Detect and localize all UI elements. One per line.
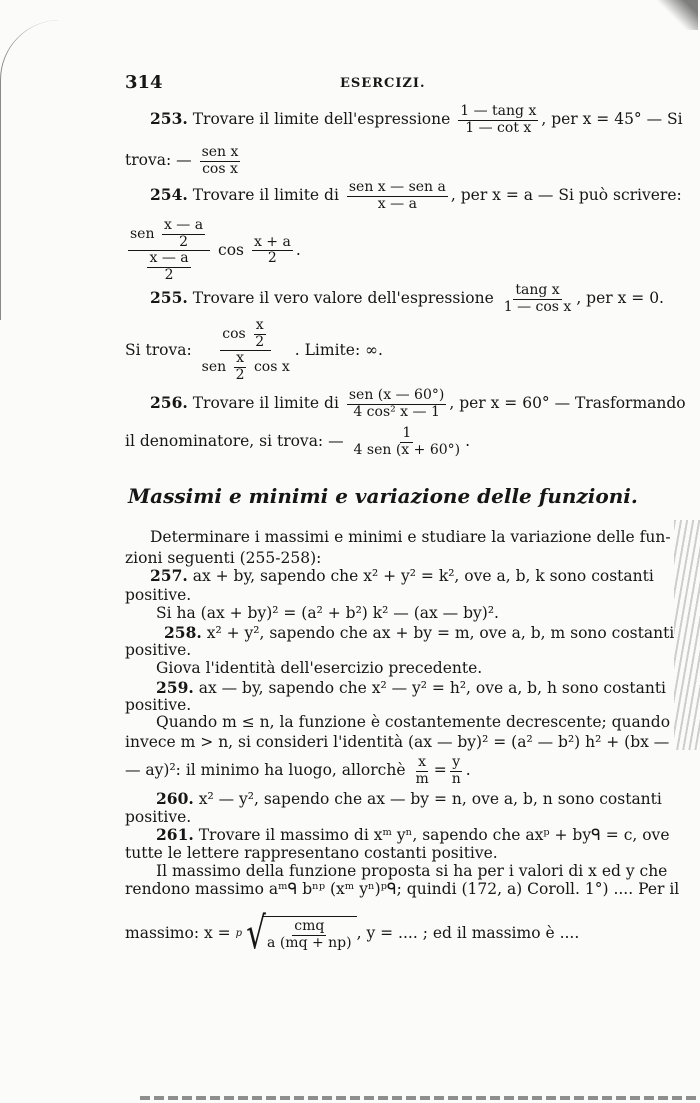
page-curl-left bbox=[0, 20, 81, 320]
exercise-261 bbox=[156, 825, 670, 844]
fraction bbox=[347, 180, 448, 212]
exercise-256 bbox=[150, 387, 686, 420]
exercise-number: 255. bbox=[150, 288, 188, 308]
numerator: x + a bbox=[253, 233, 291, 250]
limit-text: . Limite: ∞. bbox=[294, 340, 383, 359]
sen-label: sen bbox=[201, 359, 227, 376]
numerator: 1 bbox=[402, 425, 412, 441]
denominator: 2 bbox=[179, 233, 188, 250]
hint-text: — ay)²: il minimo ha luogo, allorchè bbox=[125, 761, 406, 780]
exercise-261-hint-2: rendono massimo aᵐᑫ bⁿᵖ (xᵐ yⁿ)ᵖᑫ; quindi (172, a) Coroll. 1°) .... Per il bbox=[125, 880, 680, 898]
exercise-number: 258. bbox=[164, 623, 202, 642]
denominator: cos x bbox=[202, 160, 238, 177]
exercise-257-cont: positive. bbox=[125, 586, 192, 604]
fraction bbox=[253, 318, 266, 350]
fraction bbox=[265, 919, 354, 951]
exercise-number: 261. bbox=[156, 825, 194, 844]
exercise-259-hint-2: invece m > n, si consideri l'identità (ax — by)² = (a² — b²) h² + (bx — bbox=[125, 733, 670, 751]
root-index: p bbox=[235, 928, 242, 939]
exercise-number: 253. bbox=[150, 109, 188, 129]
exercise-number: 254. bbox=[150, 185, 188, 205]
root-expression bbox=[235, 908, 357, 959]
denominator: 4 cos² x — 1 bbox=[353, 403, 440, 420]
denominator: 1 — cos x bbox=[503, 298, 572, 315]
numerator: x bbox=[418, 754, 427, 770]
exercise-259-cont: positive. bbox=[125, 696, 192, 714]
result-label: Si trova: bbox=[125, 340, 192, 359]
exercise-259-hint-1: Quando m ≤ n, la funzione è costantemente decrescente; quando bbox=[156, 713, 671, 731]
exercise-259 bbox=[156, 680, 666, 697]
exercise-tail: , per x = a — Si può scrivere: bbox=[450, 186, 682, 205]
exercise-260-cont: positive. bbox=[125, 808, 192, 826]
fraction bbox=[413, 755, 430, 787]
exercise-255-result bbox=[125, 318, 635, 384]
numerator: x — a bbox=[149, 250, 189, 267]
exercise-number: 259. bbox=[156, 678, 194, 697]
exercise-255 bbox=[150, 282, 664, 315]
numerator bbox=[220, 318, 271, 351]
exercise-text: ax + by, sapendo che x² + y² = k², ove a, b, k sono costanti bbox=[192, 567, 654, 585]
formula-tail: , y = .... ; ed il massimo è .... bbox=[356, 924, 580, 942]
intro-line-2: zioni seguenti (255-258): bbox=[125, 549, 322, 567]
result-label: il denominatore, si trova: — bbox=[125, 432, 344, 451]
exercise-257 bbox=[150, 568, 660, 585]
exercise-256-result: il denominatore, si trova: — $\frac{1}{\text{4 sen (x + 60°)}}$ . bbox=[125, 425, 471, 458]
exercise-261-hint-1: Il massimo della funzione proposta si ha per i valori di x ed y che bbox=[156, 862, 668, 880]
exercise-text: Trovare il vero valore dell'espressione bbox=[192, 289, 494, 308]
intro-line-1: Determinare i massimi e minimi e studiare la variazione delle fun- bbox=[150, 528, 671, 546]
numerator: y bbox=[452, 754, 461, 770]
exercise-257-hint: Si ha (ax + by)² = (a² + b²) k² — (ax — by)². bbox=[156, 604, 499, 622]
scan-edge-bottom bbox=[140, 1096, 700, 1100]
fraction bbox=[200, 145, 241, 177]
denominator: 4 sen (x + 60°) bbox=[353, 441, 461, 458]
denominator: n bbox=[451, 770, 461, 787]
denominator: 2 bbox=[164, 267, 174, 284]
scan-shadow-top bbox=[658, 0, 698, 30]
fraction bbox=[502, 283, 574, 315]
cos-label: cos x bbox=[253, 359, 290, 376]
cos-label: cos bbox=[222, 326, 246, 343]
exercise-261-formula bbox=[125, 908, 635, 959]
sen-label: sen bbox=[130, 226, 155, 243]
exercise-253-result bbox=[125, 145, 635, 177]
fraction bbox=[347, 388, 446, 420]
numerator: sen (x — 60°) bbox=[348, 387, 445, 403]
denominator: m bbox=[415, 770, 429, 787]
numerator: cmq bbox=[294, 918, 325, 935]
fraction bbox=[147, 251, 190, 283]
denominator: x — a bbox=[377, 195, 417, 212]
denominator bbox=[142, 251, 195, 283]
exercise-258-cont: positive. bbox=[125, 641, 192, 659]
exercise-text: ax — by, sapendo che x² — y² = h², ove a, b, h sono costanti bbox=[198, 679, 667, 697]
exercise-tail: , per x = 45° — Si bbox=[541, 110, 683, 129]
fraction bbox=[352, 426, 463, 458]
denominator: a (mq + np) bbox=[267, 935, 352, 951]
page-number: 314 bbox=[125, 72, 163, 93]
exercise-text: x² — y², sapendo che ax — by = n, ove a, b, n sono costanti bbox=[198, 790, 662, 808]
numerator: sen x — sen a bbox=[348, 179, 446, 195]
exercise-text: Trovare il limite di bbox=[192, 394, 339, 413]
exercise-258 bbox=[164, 625, 674, 642]
radicand bbox=[262, 916, 357, 951]
numerator: tang x bbox=[515, 282, 560, 298]
exercise-261-cont: tutte le lettere rappresentano costanti positive. bbox=[125, 844, 498, 862]
massimo-label: massimo: x = bbox=[125, 924, 231, 942]
denominator: 2 bbox=[267, 250, 277, 267]
exercise-text: Trovare il massimo di xᵐ yⁿ, sapendo che axᵖ + byᑫ = c, ove bbox=[198, 826, 670, 844]
exercise-253 bbox=[150, 103, 683, 136]
fraction bbox=[458, 104, 538, 136]
scan-shadow-right bbox=[674, 520, 700, 750]
running-header: ESERCIZI. bbox=[340, 76, 426, 91]
denominator: 1 — cot x bbox=[465, 119, 532, 136]
exercise-text: x² + y², sapendo che ax + by = m, ove a, b, m sono costanti bbox=[206, 624, 675, 642]
outer-fraction bbox=[128, 218, 210, 284]
fraction bbox=[252, 235, 293, 267]
numerator: x bbox=[255, 317, 264, 333]
numerator: 1 — tang x bbox=[460, 103, 537, 119]
numerator: sen x bbox=[201, 144, 239, 160]
section-title: Massimi e minimi e variazione delle funzioni. bbox=[128, 484, 638, 508]
fraction bbox=[162, 218, 205, 250]
radical-sign: √ bbox=[246, 908, 266, 959]
numerator: x bbox=[236, 350, 244, 367]
denominator: 2 bbox=[255, 333, 265, 350]
exercise-259-hint-3: — ay)²: il minimo ha luogo, allorchè $\frac{x}{m}$ = $\frac{y}{n}$ . bbox=[125, 754, 471, 787]
exercise-number: 257. bbox=[150, 566, 188, 585]
exercise-text: Trovare il limite di bbox=[192, 186, 339, 205]
equals-sign: = bbox=[433, 761, 447, 780]
denominator: 2 bbox=[235, 367, 245, 384]
exercise-number: 256. bbox=[150, 393, 188, 413]
exercise-text: Trovare il limite dell'espressione bbox=[192, 110, 451, 129]
result-label: trova: — bbox=[125, 151, 192, 170]
numerator bbox=[128, 218, 210, 251]
cos-label: cos bbox=[218, 240, 245, 259]
exercise-number: 260. bbox=[156, 789, 194, 808]
numerator: x — a bbox=[163, 217, 204, 233]
exercise-tail: , per x = 60° — Trasformando bbox=[449, 394, 686, 413]
exercise-254-formula: sen $\frac{x — a}{2}$ $\frac{x — a}{2}$ cos $\frac{x + a}{2}$ . bbox=[130, 217, 301, 284]
exercise-tail: , per x = 0. bbox=[576, 289, 664, 308]
exercise-258-hint: Giova l'identità dell'esercizio precedente. bbox=[156, 659, 483, 677]
exercise-260 bbox=[156, 791, 666, 808]
outer-fraction bbox=[200, 318, 292, 384]
fraction bbox=[234, 351, 247, 383]
fraction bbox=[450, 755, 463, 787]
exercise-254 bbox=[150, 179, 682, 212]
denominator bbox=[200, 351, 292, 383]
